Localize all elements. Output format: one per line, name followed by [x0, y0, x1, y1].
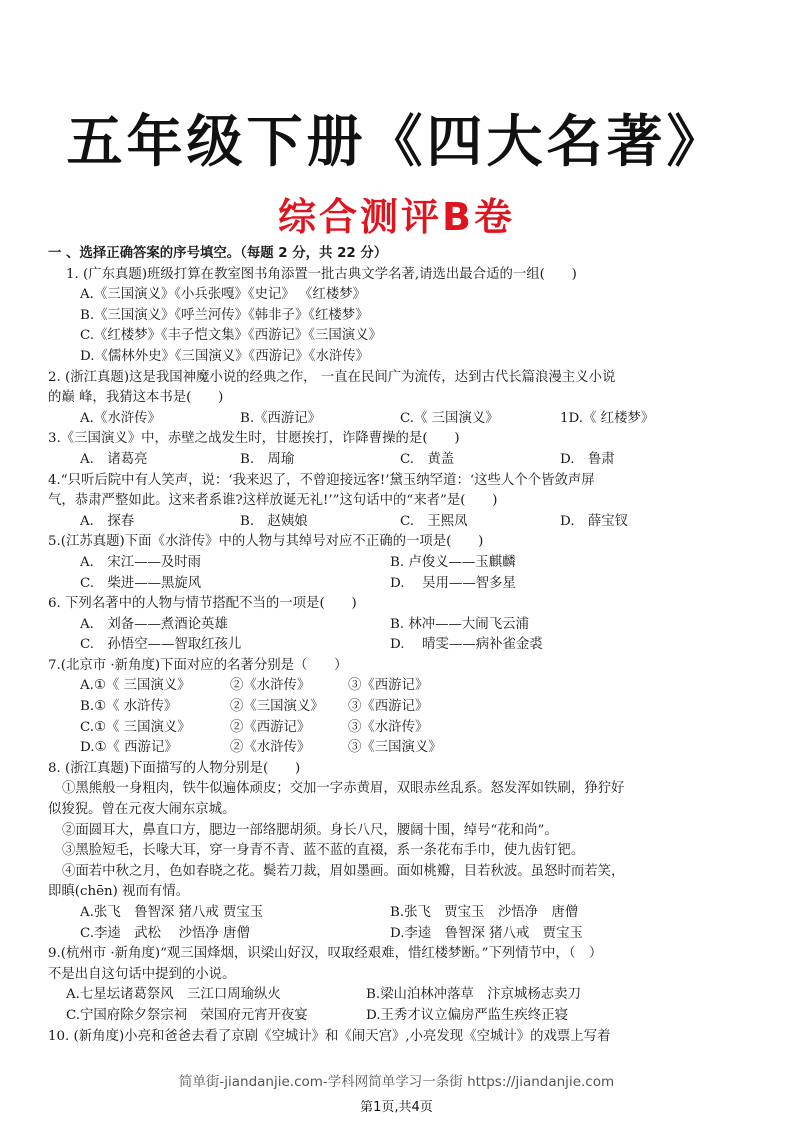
q7-b-1: B.①《 水浒传》	[80, 699, 178, 715]
q9-option-c: C.宁国府除夕祭宗祠 荣国府元宵开夜宴	[66, 1007, 308, 1023]
question-8-stem: 8. (浙江真题)下面描写的人物分别是( )	[48, 760, 301, 776]
q8-passage-4b: 即瞋(chēn) 视而有情。	[48, 884, 190, 900]
q4-option-d: D. 薛宝钗	[560, 513, 629, 529]
q3-option-d: D. 鲁肃	[560, 451, 615, 467]
q4-option-b: B. 赵姨娘	[240, 513, 308, 529]
q7-b-2: ②《三国演义》	[230, 699, 324, 715]
q2-option-b: B.《西游记》	[240, 410, 322, 426]
page-number: 第1页,共4页	[360, 1100, 433, 1115]
q6-option-b: B. 林冲——大闹飞云浦	[390, 616, 529, 632]
q7-a-1: A.①《 三国演义》	[80, 678, 191, 694]
q7-option-a	[48, 676, 748, 697]
q1-option-b: B.《三国演义》《呼兰河传》《韩非子》《红楼梦》	[80, 307, 369, 323]
q8-option-c: C.李逵 武松 沙悟净 唐僧	[80, 925, 250, 941]
q7-d-2: ②《水浒传》	[230, 740, 311, 756]
q3-option-c: C. 黄盖	[400, 451, 455, 467]
q7-c-1: C.①《 三国演义》	[80, 719, 191, 735]
q8-passage-1a: ①黑熊般一身粗肉，铁牛似遍体顽皮；交加一字赤黄眉，双眼赤丝乱系。怒发浑如铁刷，狰狞好	[62, 781, 625, 797]
q6-option-a: A. 刘备——煮酒论英雄	[80, 616, 228, 632]
q9-option-a: A.七星坛诸葛祭风 三江口周瑜纵火	[66, 987, 281, 1003]
q1-option-c: C.《红楼梦》《丰子恺文集》《西游记》《三国演义》	[80, 328, 382, 344]
q1-option-d: D.《儒林外史》《三国演义》《西游记》《水浒传》	[80, 348, 370, 364]
q6-option-d: D. 晴雯——病补雀金裘	[390, 637, 543, 653]
question-6-stem: 6. 下列名著中的人物与情节搭配不当的一项是( )	[48, 596, 357, 612]
q5-option-d: D. 吴用——智多星	[390, 575, 516, 591]
q5-options-row2	[48, 574, 748, 595]
q5-option-b: B. 卢俊义——玉麒麟	[390, 554, 516, 570]
question-9-stem-line1: 9.(杭州市 ·新角度)“观三国烽烟，识梁山好汉，叹取经艰难，惜红楼梦断。”下列情节中，（ ）	[48, 946, 603, 962]
footer-site-link[interactable]: 简单街-jiandanjie.com-学科网简单学习一条街 https://jiandanjie.com	[178, 1074, 615, 1090]
q4-option-c: C. 王熙凤	[400, 513, 468, 529]
q5-options-row1	[48, 553, 748, 574]
q8-passage-2: ②面圆耳大，鼻直口方，腮边一部络腮胡须。身长八尺，腰阔十围，绰号“花和尚”。	[62, 822, 558, 838]
question-2-stem-line1: 2. (浙江真题)这是我国神魔小说的经典之作， 一直在民间广为流传，达到古代长篇浪漫主义小说	[48, 369, 616, 385]
q2-options	[48, 409, 748, 430]
q8-options-row2	[48, 924, 748, 945]
q8-passage-3: ③黑脸短毛，长喙大耳，穿一身青不青、蓝不蓝的直裰，系一条花布手巾，使九齿钉钯。	[62, 843, 585, 859]
q2-option-a: A.《水浒传》	[80, 410, 161, 426]
q9-options-row1	[48, 985, 748, 1006]
q7-d-3: ③《三国演义》	[348, 740, 442, 756]
q2-option-d: 1D.《 红楼梦》	[560, 410, 655, 426]
q9-option-b: B.梁山泊林冲落草 汴京城杨志卖刀	[366, 987, 581, 1003]
q7-c-2: ②《西游记》	[230, 719, 311, 735]
q3-option-a: A. 诸葛亮	[80, 451, 148, 467]
q7-c-3: ③《水浒传》	[348, 719, 429, 735]
q9-options-row2	[48, 1006, 748, 1027]
question-1-stem: 1. (广东真题)班级打算在教室图书角添置一批古典文学名著,请选出最合适的一组( )	[66, 266, 577, 282]
q8-option-b: B.张飞 贾宝玉 沙悟净 唐僧	[390, 905, 579, 920]
question-2-stem-line2: 的巅 峰，我猜这本书是( )	[48, 390, 224, 406]
q8-option-a: A.张飞 鲁智深 猪八戒 贾宝玉	[80, 905, 264, 920]
question-10-stem: 10. (新角度)小亮和爸爸去看了京剧《空城计》和《闹天宫》,小亮发现《空城计》的戏票上写着	[48, 1028, 611, 1044]
document-title: 五年级下册《四大名著》	[66, 110, 727, 175]
q6-option-c: C. 孙悟空——智取红孩儿	[80, 637, 242, 653]
q2-option-c: C.《 三国演义》	[400, 410, 499, 426]
q5-option-a: A. 宋江——及时雨	[80, 554, 202, 570]
document-subtitle: 综合测评B卷	[278, 195, 515, 239]
q7-a-3: ③《西游记》	[348, 678, 429, 694]
q7-d-1: D.①《 西游记》	[80, 740, 178, 756]
q5-option-c: C. 柴进——黑旋风	[80, 575, 202, 591]
question-3-stem: 3.《三国演义》中，赤壁之战发生时，甘愿挨打，诈降曹操的是( )	[48, 431, 460, 447]
q3-option-b: B. 周瑜	[240, 451, 295, 467]
q3-options	[48, 450, 748, 471]
q9-option-d: D.王秀才议立偏房严监生疾终正寝	[366, 1007, 568, 1023]
q8-options-row1	[48, 903, 748, 924]
q8-option-d: D.李逵 鲁智深 猪八戒 贾宝玉	[390, 925, 583, 941]
q7-option-c	[48, 718, 748, 739]
question-5-stem: 5.(江苏真题)下面《水浒传》中的人物与其绰号对应不正确的一项是( )	[48, 534, 484, 550]
q7-option-b	[48, 697, 748, 718]
q6-options-row2	[48, 635, 748, 656]
question-4-stem-line1: 4.“只听后院中有人笑声，说：‘我来迟了，不曾迎接远客!’黛玉纳罕道：‘这些人个个皆敛声屏	[48, 472, 595, 488]
q7-a-2: ②《水浒传》	[230, 678, 311, 694]
q6-options-row1	[48, 615, 748, 636]
question-4-stem-line2: 气，恭肃严整如此。这来者系谁?这样放诞无礼!’”这句话中的“来者”是( )	[48, 493, 498, 509]
q4-option-a: A. 探春	[80, 513, 135, 529]
q1-option-a: A.《三国演义》《小兵张嘎》《史记》 《红楼梦》	[80, 287, 366, 303]
q7-option-d	[48, 738, 748, 759]
q7-b-3: ③《西游记》	[348, 699, 429, 715]
section-heading: 一 、选择正确答案的序号填空。（每题 2 分，共 22 分）	[48, 246, 388, 261]
question-section	[48, 244, 748, 1047]
q8-passage-4a: ④面若中秋之月，色如春晓之花。鬓若刀裁，眉如墨画。面如桃瓣，目若秋波。虽怒时而若笑，	[62, 863, 625, 879]
q8-passage-1b: 似狻猊。曾在元夜大闹东京城。	[48, 802, 236, 818]
question-9-stem-line2: 不是出自这句话中提到的小说。	[48, 966, 236, 982]
q4-options	[48, 512, 748, 533]
question-7-stem: 7.(北京市 ·新角度)下面对应的名著分别是（ ）	[48, 657, 348, 673]
